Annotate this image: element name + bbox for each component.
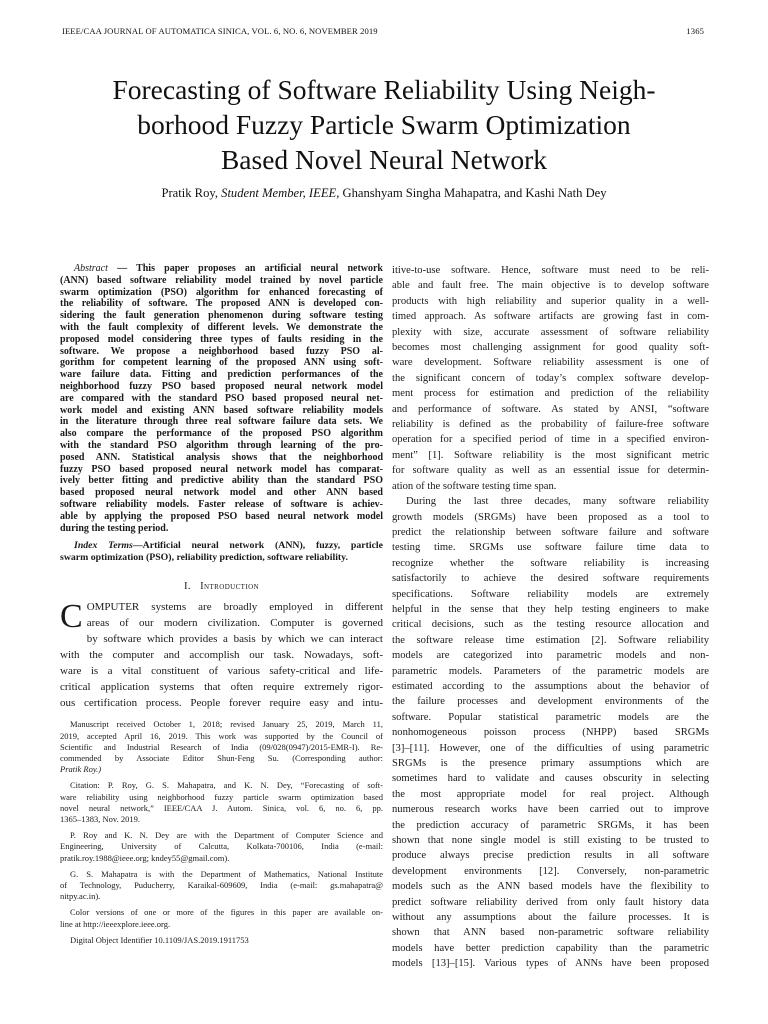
body-line: the most appropriate model for real project. Although [392, 788, 709, 800]
body-line: sometimes hard to validate and causes obscurity in selecting [392, 773, 709, 785]
abstract-line: work model and existing ANN based software reliability models [60, 404, 383, 416]
intro-line: OMPUTER systems are broadly employed in different [86, 601, 383, 614]
body-line: recognize whether the software reliability is increasing [392, 557, 709, 569]
footnote-line: 2019, accepted April 16, 2019. This work was supported by the Council of [60, 730, 383, 741]
footnote-line: G. S. Mahapatra is with the Department of Mathematics, National Institute [70, 868, 383, 879]
left-column [60, 263, 383, 951]
author-name: Pratik Roy, [161, 186, 222, 200]
abstract-line: based proposed neural network model and other ANN based [60, 487, 383, 499]
abstract-line: during the testing period. [60, 522, 169, 534]
body-line: models such as the ANN based models have the flexibility to [392, 881, 709, 893]
abstract-line: gorithm for competent learning of the proposed ANN using soft- [60, 357, 383, 369]
intro-paragraph-continued [392, 263, 709, 494]
body-line: able and fault free. The main objective is to develop software [392, 280, 709, 292]
body-line: ware development. Software reliability assessment is one of [392, 357, 709, 369]
body-line: models have better prediction capability than the parametric [392, 942, 709, 954]
body-line: itive-to-use software. Hence, software must need to be reli- [392, 265, 709, 276]
intro-paragraph-srgm [392, 494, 709, 972]
abstract-line: posed ANN. Statistical analysis shows that the neighborhood [60, 451, 383, 463]
body-line: without any assumptions about the failure processes. It is [392, 912, 709, 924]
body-line: the significant concern of today’s complex software develop- [392, 372, 709, 384]
footnotes [60, 719, 383, 946]
title-line: Forecasting of Software Reliability Using Neigh- [112, 74, 656, 105]
doi-line: Digital Object Identifier 10.1109/JAS.2019.1911753 [70, 934, 249, 945]
body-line: [3]–[11]. However, one of the difficulties of using parametric [392, 742, 709, 754]
body-line: the failure processes and development environments of the [392, 696, 709, 708]
abstract-line: able by applying the proposed PSO based neural network model [60, 510, 383, 522]
footnote-line: Pratik Roy.) [60, 764, 102, 775]
section-title: Introduction [200, 581, 260, 593]
footnote-line: line at http://ieeexplore.ieee.org. [60, 918, 171, 929]
body-line: operation for a specified period of time in a specified environ- [392, 434, 709, 446]
abstract-line: are compared with the standard PSO based proposed neural net- [60, 392, 383, 404]
body-line: becomes most challenging assignment for good quality soft- [392, 342, 709, 354]
abstract-line: the reliability of software. The proposed ANN is developed con- [60, 298, 383, 310]
abstract [60, 263, 383, 534]
body-line: and performance of software. As stated by ANSI, “software [392, 403, 709, 415]
paper-title [40, 72, 728, 177]
introduction-text [60, 599, 383, 711]
abstract-line: also compare the performance of the proposed PSO algorithm [60, 428, 383, 440]
index-terms-label: Index Terms [74, 540, 133, 552]
footnote-line: novel neural network,” IEEE/CAA J. Autom. Sinica, vol. 6, no. 6, pp. [60, 802, 383, 813]
body-line: produce always precise prediction results in all software [392, 850, 709, 862]
abstract-line: neighborhood fuzzy PSO based proposed neural network model [60, 380, 383, 392]
footnote-line: Color versions of one or more of the figures in this paper are available on- [70, 907, 383, 918]
body-line: specifications. Software reliability models are extremely [392, 588, 709, 600]
footnote-line: pratik.roy.1988@ieee.org; kndey55@gmail.com). [60, 852, 230, 863]
body-line: numerous research works have been carried out to improve [392, 804, 709, 816]
abstract-line: in the literature through three real software failure data sets. We [60, 416, 383, 428]
body-line: ation of the software testing time span. [392, 480, 557, 492]
body-line: testing time. SRGMs use software failure time data to [392, 542, 709, 554]
footnote-line: P. Roy and K. N. Dey are with the Department of Computer Science and [70, 830, 383, 841]
body-line: satisfactorily to achieve the desired software requirements [392, 573, 709, 585]
body-line: predict software reliability derived from only fault history data [392, 896, 709, 908]
intro-line: with the computer and accomplish our task. Nowadays, soft- [60, 649, 383, 662]
body-line: During the last three decades, many software reliability [406, 496, 709, 508]
title-line: Based Novel Neural Network [220, 144, 548, 175]
body-line: growth models (SRGMs) have been proposed as a tool to [392, 511, 709, 523]
footnote-line: Manuscript received October 1, 2018; revised January 25, 2019, March 11, [70, 719, 383, 730]
intro-line: critical application systems that often require extremely rigor- [60, 681, 383, 694]
drop-cap: C [60, 598, 83, 636]
footnote-manuscript [60, 719, 383, 775]
footnote-color-versions [60, 907, 383, 929]
body-line: SRGMs is the presence primary assumptions which are [392, 758, 709, 769]
footnote-affiliation-2 [60, 869, 383, 903]
footnote-line: ware reliability using neighborhood fuzzy particle swarm optimization based [60, 791, 383, 802]
body-line: software. Popular statistical parametric models are the [392, 711, 709, 723]
footnote-line: nitpy.ac.in). [60, 891, 101, 902]
intro-line: ware is a vital constituent of various safety-critical and life- [60, 665, 383, 678]
index-terms-line: swarm optimization (PSO), reliability prediction, software reliability. [60, 552, 348, 564]
abstract-line: fuzzy PSO based proposed neural network model has comparat- [60, 463, 383, 475]
footnote-line: of Technology, Puducherry, Karaikal-609609, India (e-mail: gs.mahapatra@ [60, 879, 383, 890]
abstract-line: swarm optimization (PSO) algorithm for enhanced forecasting of [60, 286, 383, 298]
abstract-line: software. We propose a neighborhood based fuzzy PSO al- [60, 345, 383, 357]
index-terms [60, 540, 383, 564]
footnote-citation [60, 780, 383, 825]
abstract-text: — This paper proposes an artificial neural network [107, 263, 383, 274]
footnote-line: Engineering, University of Calcutta, Kolkata-700106, India (e-mail: [60, 841, 383, 852]
body-line: ment” [1]. Software reliability is the most significant metric [392, 449, 709, 461]
footnote-affiliation-1 [60, 830, 383, 864]
body-line: shown that none single model is still existing to be trusted to [392, 835, 709, 847]
intro-line: areas of our modern civilization. Computer is governed [86, 617, 383, 630]
index-terms-text: —Artificial neural network (ANN), fuzzy, particle [132, 540, 383, 552]
abstract-line [60, 263, 383, 275]
body-line: nonhomogeneous poisson process (NHPP) based SRGMs [392, 727, 709, 739]
abstract-line: with the fault complexity of different levels. We demonstrate the [60, 321, 383, 333]
abstract-line: proposed model considering three types of faults residing in the [60, 333, 383, 345]
section-heading [60, 579, 383, 594]
body-line: products with high reliability and superior quality in a well- [392, 295, 709, 307]
running-header [62, 26, 704, 36]
right-column [392, 263, 709, 972]
body-line: estimated according to the assumptions about the behavior of [392, 680, 709, 692]
body-line: models are categorized into parametric models and non- [392, 650, 709, 662]
body-line: parametric models. Parameters of the parametric models are [392, 665, 709, 677]
body-line: plexity with size, accurate assessment of software reliability [392, 326, 709, 338]
body-line: the software release time estimation [2]. Software reliability [392, 634, 709, 646]
abstract-line: ware failure data. Fitting and prediction performances of the [60, 369, 383, 381]
body-line: critical decisions, such as the testing resource allocation and [392, 619, 709, 631]
body-line: timed approach. As software artifacts are growing fast in com- [392, 311, 709, 323]
intro-line: by software which provides a basis by which we can interact [86, 633, 383, 646]
body-line: the prediction accuracy of parametric SRGMs, it has been [392, 819, 709, 831]
footnote-doi [60, 935, 383, 946]
abstract-line: (ANN) based software reliability model trained by novel particle [60, 274, 383, 286]
abstract-line: software reliability models. Faster release of software is achiev- [60, 498, 383, 510]
body-line: reliability is defined as the probability of failure-free software [392, 419, 709, 431]
section-number: I. [183, 581, 191, 593]
abstract-label: Abstract [74, 263, 108, 274]
abstract-line: with the standard PSO algorithm through learning of the pro- [60, 439, 383, 451]
footnote-line: 1365–1383, Nov. 2019. [60, 813, 140, 824]
author-list [40, 186, 728, 201]
index-terms-line [60, 540, 383, 552]
author-role: Student Member, IEEE [221, 186, 337, 200]
footnote-line: commended by Associate Editor Shun-Feng Su. (Corresponding author: [60, 752, 383, 763]
body-line: shown that ANN based non-parametric software reliability [392, 927, 709, 939]
abstract-line: sidering the fault generation phenomenon during software testing [60, 310, 383, 322]
title-line: borhood Fuzzy Particle Swarm Optimization [137, 109, 631, 140]
abstract-line: ively better fitting and predictive ability than the standard PSO [60, 475, 383, 487]
page-number: 1365 [686, 26, 704, 36]
journal-name: IEEE/CAA JOURNAL OF AUTOMATICA SINICA, VOL. 6, NO. 6, NOVEMBER 2019 [62, 26, 378, 36]
body-line: development environments [12]. Conversely, non-parametric [392, 865, 709, 877]
body-line: for software quality as well as an essential issue for determin- [392, 465, 709, 477]
footnote-line: Citation: P. Roy, G. S. Mahapatra, and K. N. Dey, “Forecasting of soft- [70, 780, 383, 791]
author-names-rest: , Ghanshyam Singha Mahapatra, and Kashi Nath Dey [336, 186, 607, 200]
intro-line: ous certification process. People forever require easy and intu- [60, 697, 383, 710]
body-line: models [13]–[15]. Various types of ANNs have been proposed [392, 958, 709, 970]
body-line: predict the relationship between software failure and software [392, 526, 709, 538]
body-line: helpful in the sense that they help testing engineers to make [392, 603, 709, 615]
footnote-line: Scientific and Industrial Research of India (09/028(0947)/2015-EMR-I). Re- [60, 741, 383, 752]
body-line: ment process for estimation and prediction of the reliability [392, 388, 709, 400]
